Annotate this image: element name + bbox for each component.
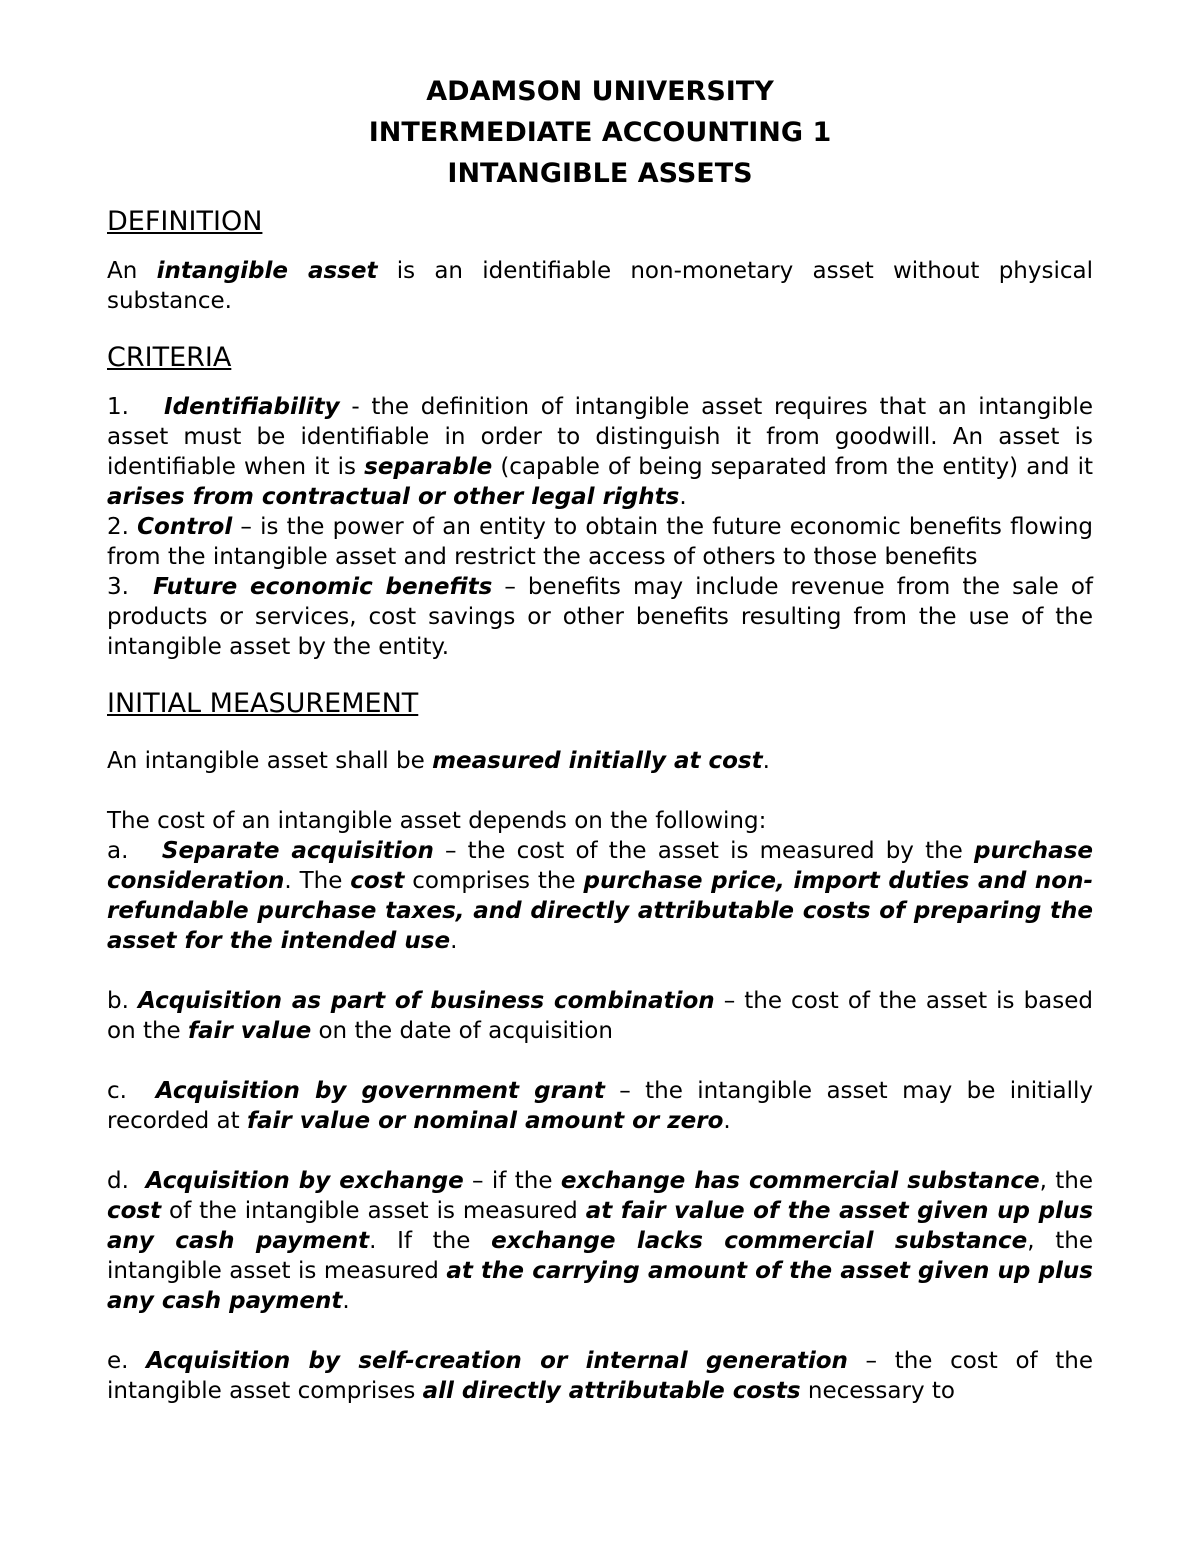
- item-self-creation: e. Acquisition by self-creation or internal generation – the cost of the intangible asset comprises all directly attributable costs necessary to: [107, 1348, 1094, 1404]
- criteria-item-future-benefits: 3. Future economic benefits – benefits may include revenue from the sale of products or services, cost savings or other benefits resulting from the use of the intangible asset by the entity.: [107, 574, 1093, 660]
- document-title: [107, 71, 1093, 194]
- document-page: [107, 71, 1093, 1406]
- cost-depends-intro: The cost of an intangible asset depends on the following:: [107, 808, 767, 834]
- initial-measurement-heading: INITIAL MEASUREMENT: [107, 688, 419, 719]
- item-separate-acquisition: a. Separate acquisition – the cost of the asset is measured by the purchase consideration. The cost comprises the purchase price, import duties and non-refundable purchase taxes, and directly attributable costs of preparing the asset for the intended use.: [107, 838, 1093, 954]
- item-business-combination: b. Acquisition as part of business combination – the cost of the asset is based on the fair value on the date of acquisition: [107, 988, 1093, 1044]
- title-course: INTERMEDIATE ACCOUNTING 1: [368, 117, 832, 148]
- definition-heading: DEFINITION: [107, 206, 263, 237]
- criteria-item-control: 2. Control – is the power of an entity to obtain the future economic benefits flowing from the intangible asset and restrict the access of others to those benefits: [107, 514, 1094, 570]
- criteria-heading: CRITERIA: [107, 342, 232, 373]
- definition-paragraph: An intangible asset is an identifiable non-monetary asset without physical substance.: [107, 258, 1093, 314]
- item-government-grant: c. Acquisition by government grant – the intangible asset may be initially recorded at fair value or nominal amount or zero.: [107, 1078, 1093, 1134]
- title-university: ADAMSON UNIVERSITY: [426, 76, 774, 107]
- item-exchange: d. Acquisition by exchange – if the exchange has commercial substance, the cost of the intangible asset is measured at fair value of the asset given up plus any cash payment. If the exchange lacks commercial substance, the intangible asset is measured at the carrying amount of the asset given up plus any cash payment.: [107, 1168, 1094, 1314]
- title-topic: INTANGIBLE ASSETS: [447, 158, 753, 189]
- initial-measurement-paragraph: An intangible asset shall be measured initially at cost.: [107, 748, 770, 774]
- criteria-item-identifiability: 1. Identifiability - the definition of intangible asset requires that an intangible asset must be identifiable in order to distinguish it from goodwill. An asset is identifiable when it is separable (capable of being separated from the entity) and it arises from contractual or other legal rights.: [107, 394, 1093, 510]
